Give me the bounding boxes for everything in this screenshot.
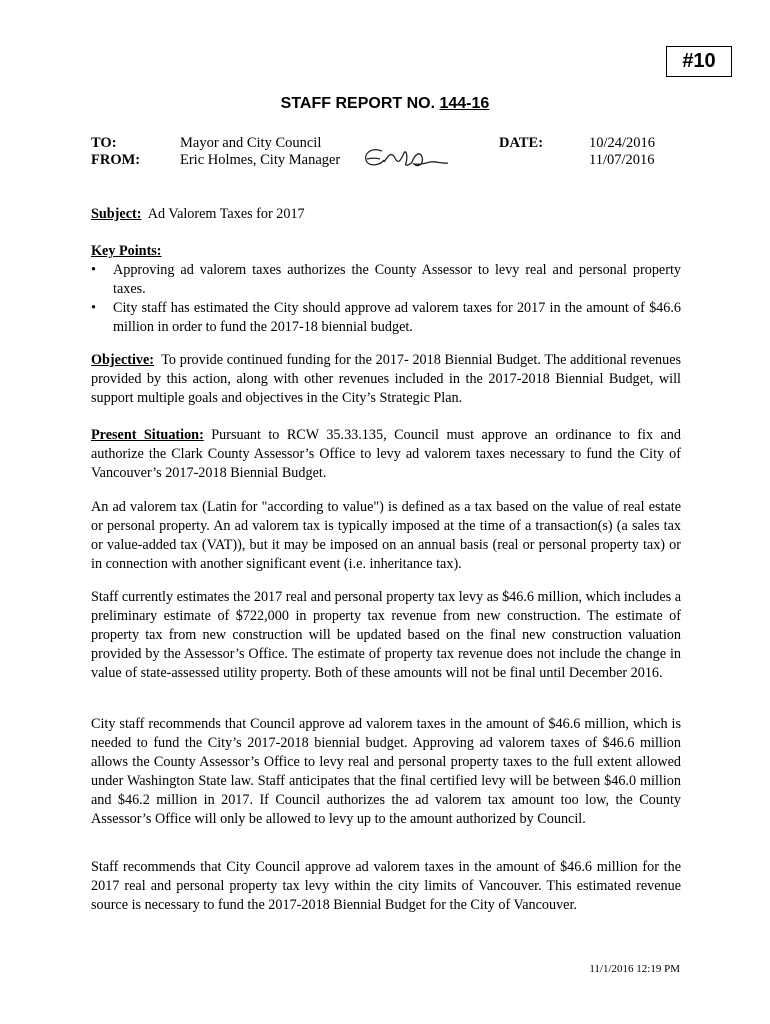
subject-label: Subject:	[91, 206, 142, 222]
key-points-label: Key Points:	[91, 243, 162, 259]
body-paragraph-ad-valorem-definition: An ad valorem tax (Latin for "according to value") is defined as a tax based on the value of real estate or personal property. An ad valorem tax is typically imposed at the time of a transaction(s) (a sales tax or value-added tax (VAT)), but it may be imposed on an annual basis (real or personal property tax) or in connection with another significant event (i.e. inheritance tax).	[91, 499, 681, 572]
bullet-icon: •	[91, 300, 96, 316]
date-2: 11/07/2016	[589, 152, 655, 168]
report-title-prefix: STAFF REPORT NO.	[280, 95, 440, 112]
key-point-item	[91, 299, 681, 337]
manager-signature	[362, 144, 450, 174]
to-value: Mayor and City Council	[180, 135, 322, 151]
date-label: DATE:	[499, 135, 544, 151]
objective-paragraph	[91, 351, 681, 408]
bullet-icon: •	[91, 262, 96, 278]
report-title	[0, 95, 770, 113]
body-paragraph-recommendation: City staff recommends that Council approve ad valorem taxes in the amount of $46.6 million, which is needed to fund the City’s 2017-2018 biennial budget. Approving ad valorem taxes of $46.6 million allows the County Assessor’s Office to levy real and personal property taxes to the full extent allowed under Washington State law. Staff anticipates that the final certified levy will be between $46.0 million and $46.2 million in 2017. If Council authorizes the ad valorem tax amount too low, the County Assessor’s Office will only be allowed to levy up to the amount authorized by Council.	[91, 716, 681, 827]
report-number: 144-16	[439, 95, 490, 112]
present-situation-text: Pursuant to RCW 35.33.135, Council must approve an ordinance to fix and authorize the Clark County Assessor’s Office to levy ad valorem taxes necessary to fund the City of Vancouver’s 2017-2018 Biennial Budget.	[91, 427, 681, 481]
footer-timestamp: 11/1/2016 12:19 PM	[589, 963, 680, 975]
key-point-text: Approving ad valorem taxes authorizes the County Assessor to levy real and personal property taxes.	[113, 262, 681, 297]
key-point-text: City staff has estimated the City should approve ad valorem taxes for 2017 in the amount of $46.6 million in order to fund the 2017-18 biennial budget.	[113, 300, 681, 335]
objective-label: Objective:	[91, 352, 155, 368]
body-paragraph-staff-estimate: Staff currently estimates the 2017 real and personal property tax levy as $46.6 million, which includes a preliminary estimate of $722,000 in property tax revenue from new construction. The estimate of property tax from new construction will be updated based on the final new construction valuation provided by the Assessor’s Office. The estimate of property tax revenue does not include the change in value of state-assessed utility property. Both of these amounts will not be final until December 2016.	[91, 589, 681, 681]
present-situation-paragraph	[91, 426, 681, 483]
date-1: 10/24/2016	[589, 135, 656, 151]
item-number-box: #10	[666, 46, 732, 77]
key-points-heading	[91, 242, 681, 261]
key-points-list	[91, 261, 681, 337]
present-situation-label: Present Situation:	[91, 427, 204, 443]
from-value: Eric Holmes, City Manager	[180, 152, 341, 168]
subject-line	[91, 205, 681, 224]
key-point-item	[91, 261, 681, 299]
subject-text: Ad Valorem Taxes for 2017	[147, 206, 305, 222]
body-paragraph-final-recommendation: Staff recommends that City Council approve ad valorem taxes in the amount of $46.6 million for the 2017 real and personal property tax levy within the city limits of Vancouver. This estimated revenue source is necessary to fund the 2017-2018 Biennial Budget for the City of Vancouver.	[91, 859, 681, 913]
from-label: FROM:	[91, 152, 141, 168]
objective-text: To provide continued funding for the 2017- 2018 Biennial Budget. The additional revenues provided by this action, along with other revenues included in the 2017-2018 Biennial Budget, will support multiple goals and objectives in the City’s Strategic Plan.	[91, 352, 682, 406]
to-label: TO:	[91, 135, 117, 151]
